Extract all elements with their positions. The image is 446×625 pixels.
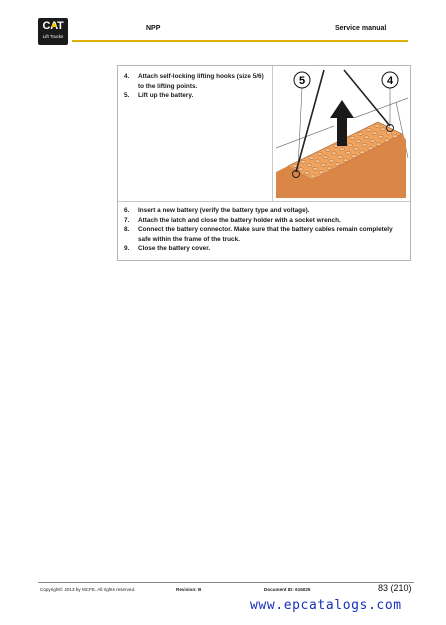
- section-divider: [118, 201, 410, 202]
- battery-lift-illustration: [274, 68, 410, 199]
- battery-cell-plug: [350, 136, 355, 139]
- step-number: 5.: [124, 92, 130, 100]
- battery-cell-plug: [351, 155, 356, 158]
- step-item: [124, 225, 404, 244]
- instruction-box: [117, 65, 411, 261]
- callout-label-left: 5: [298, 75, 306, 87]
- battery-cell-plug: [321, 163, 326, 166]
- battery-cell-plug: [335, 163, 340, 166]
- step-item: [124, 206, 404, 216]
- battery-cell-plug: [380, 128, 385, 131]
- battery-cell-plug: [313, 167, 318, 170]
- step-number: 9.: [124, 245, 130, 253]
- battery-cell-plug: [366, 128, 371, 131]
- battery-cell-plug: [327, 167, 332, 170]
- step-text: Connect the battery connector. Make sure that the battery cables remain completely safe within the frame of the truck.: [138, 226, 393, 243]
- logo-triangle-icon: [51, 22, 57, 27]
- battery-cell-plug: [360, 151, 365, 154]
- battery-cell-plug: [370, 139, 375, 142]
- footer-document-id: Document ID: 615025: [264, 587, 311, 592]
- footer-page-number: 83 (210): [378, 583, 412, 593]
- step-item: [124, 72, 270, 91]
- step-item: [124, 91, 270, 101]
- battery-cell-plug: [315, 160, 320, 163]
- battery-cell-plug: [392, 135, 397, 138]
- callout-label-right: 4: [386, 75, 394, 87]
- battery-cell-plug: [378, 135, 383, 138]
- battery-cell-plug: [368, 147, 373, 150]
- battery-cell-plug: [307, 164, 312, 167]
- step-text: Close the battery cover.: [138, 245, 211, 253]
- battery-cell-plug: [348, 144, 353, 147]
- steps-list-bottom: [124, 206, 404, 254]
- logo-text: CAT: [42, 20, 64, 32]
- battery-cell-plug: [331, 152, 336, 155]
- battery-diagram: [274, 68, 410, 199]
- battery-cell-plug: [354, 147, 359, 150]
- battery-cell-plug: [309, 156, 314, 159]
- battery-cell-plug: [319, 171, 324, 174]
- step-text: Lift up the battery.: [138, 92, 194, 100]
- column-divider: [272, 66, 273, 201]
- logo-subtitle: Lift Trucks: [42, 34, 64, 39]
- battery-cell-plug: [362, 143, 367, 146]
- battery-cell-plug: [305, 171, 310, 174]
- step-text: Insert a new battery (verify the battery type and voltage).: [138, 207, 310, 214]
- header-rule: [72, 40, 408, 42]
- battery-cell-plug: [325, 148, 330, 151]
- step-item: [124, 216, 404, 226]
- battery-cell-plug: [311, 175, 316, 178]
- battery-cell-plug: [301, 160, 306, 163]
- battery-cell-plug: [339, 148, 344, 151]
- battery-cell-plug: [329, 159, 334, 162]
- footer-rule: [38, 582, 414, 583]
- step-item: [124, 244, 404, 254]
- header-model: NPP: [146, 25, 161, 32]
- step-number: 4.: [124, 73, 130, 80]
- step-number: 7.: [124, 216, 130, 224]
- battery-cell-plug: [317, 152, 322, 155]
- step-text: Attach self-locking lifting hooks (size 5/6) to the lifting points.: [138, 73, 264, 90]
- battery-cell-plug: [376, 143, 381, 146]
- battery-cell-plug: [343, 159, 348, 162]
- footer-copyright: Copyright© 2013 by MCFE. All rights reserved.: [40, 587, 136, 592]
- battery-cell-plug: [358, 132, 363, 135]
- step-text: Attach the latch and close the battery holder with a socket wrench.: [138, 216, 341, 224]
- battery-cell-plug: [299, 168, 304, 171]
- footer-revision: Revision: B: [176, 587, 202, 592]
- cat-logo: [38, 18, 68, 45]
- battery-cell-plug: [372, 132, 377, 135]
- steps-list-top: [124, 72, 270, 101]
- battery-cell-plug: [356, 140, 361, 143]
- step-number: 8.: [124, 226, 130, 234]
- battery-cell-plug: [374, 124, 379, 127]
- header-manual-title: Service manual: [335, 25, 387, 32]
- battery-cell-plug: [345, 151, 350, 154]
- watermark-link[interactable]: www.epcatalogs.com: [250, 598, 402, 613]
- battery-cell-plug: [337, 155, 342, 158]
- battery-cell-plug: [323, 156, 328, 159]
- step-number: 6.: [124, 207, 130, 214]
- battery-cell-plug: [384, 139, 389, 142]
- battery-cell-plug: [364, 136, 369, 139]
